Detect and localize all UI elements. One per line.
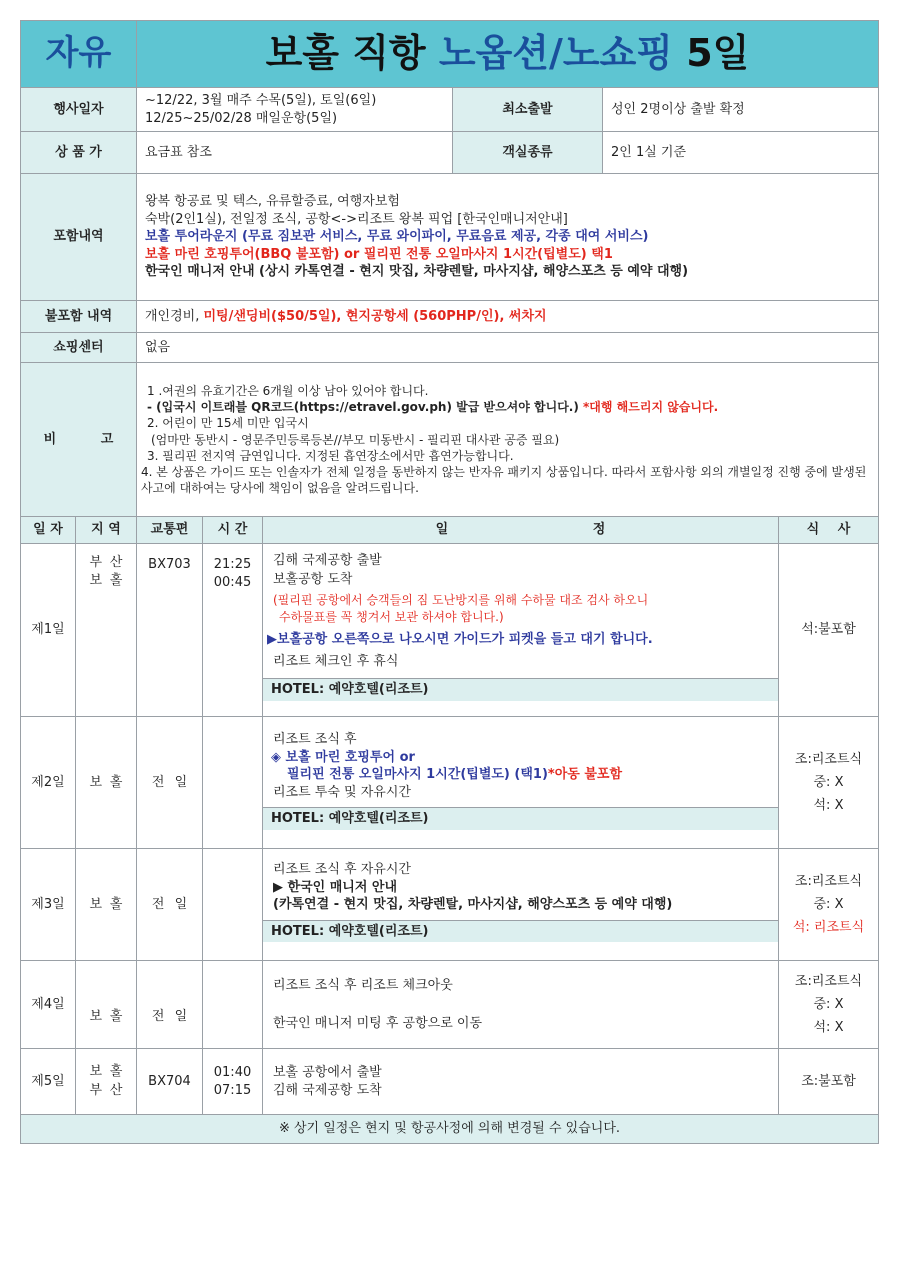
included-value: 왕복 항공료 및 텍스, 유류할증료, 여행자보험 숙박(2인1실), 전일정 조식, 공항<->리조트 왕복 픽업 [한국인매니저안내] 보홀 투어라운지 (무료 짐보관 서비스, 무료 와이파이, 무료음료 제공, 각종 대여 서비스) 보홀 마린 호핑투어(BBQ 불포함) or 필리핀 전통 오일마사지 1시간(팁별도) 택1 한국인 매니저 안내 (상시 카톡연결 - 현지 맛집, 차량렌탈, 마사지샵, 해양스포츠 등 예약 대행)	[137, 174, 879, 301]
region: 보홀 부산	[76, 1049, 137, 1115]
min-departure-label: 최소출발	[453, 88, 603, 132]
time	[203, 961, 263, 1049]
transport: 전 일	[137, 717, 203, 849]
header-meals: 식 사	[779, 517, 879, 544]
schedule-row-day1	[21, 544, 879, 717]
itinerary: 보홀 공항에서 출발 김해 국제공항 도착	[263, 1049, 779, 1115]
min-departure-value: 성인 2명이상 출발 확정	[603, 88, 879, 132]
header-region: 지 역	[76, 517, 137, 544]
price-label: 상 품 가	[21, 132, 137, 174]
day-label: 제3일	[21, 849, 76, 961]
excluded-value: 개인경비, 미팅/샌딩비($50/5일), 현지공항세 (560PHP/인), 써차지	[137, 301, 879, 333]
footer-note: ※ 상기 일정은 현지 및 항공사정에 의해 변경될 수 있습니다.	[21, 1115, 879, 1144]
footer-note-row	[21, 1115, 879, 1144]
hotel-info: HOTEL: 예약호텔(리조트)	[263, 920, 778, 943]
meals: 조:리조트식 중: X 석: 리조트식	[779, 849, 879, 961]
room-type-value: 2인 1실 기준	[603, 132, 879, 174]
schedule-header	[21, 517, 879, 544]
time: 01:40 07:15	[203, 1049, 263, 1115]
excluded-label: 불포함 내역	[21, 301, 137, 333]
info-table	[20, 20, 879, 517]
meals: 조:리조트식 중: X 석: X	[779, 717, 879, 849]
meals: 석:불포함	[779, 544, 879, 717]
itinerary: 리조트 조식 후 리조트 체크아웃 한국인 매니저 미팅 후 공항으로 이동	[263, 961, 779, 1049]
region: 부산 보홀	[76, 544, 137, 717]
time	[203, 849, 263, 961]
page-title: 보홀 직항 노옵션/노쇼핑 5일	[137, 21, 879, 88]
meals: 조:리조트식 중: X 석: X	[779, 961, 879, 1049]
notes-label: 비 고	[21, 363, 137, 517]
header-itinerary: 일 정	[263, 517, 779, 544]
shopping-label: 쇼핑센터	[21, 333, 137, 363]
region: 보홀	[76, 961, 137, 1049]
transport: BX704	[137, 1049, 203, 1115]
schedule-row-day2	[21, 717, 879, 849]
title-tag: 자유	[21, 21, 137, 88]
shopping-value: 없음	[137, 333, 879, 363]
header-time: 시 간	[203, 517, 263, 544]
schedule-row-day3	[21, 849, 879, 961]
transport: 전 일	[137, 961, 203, 1049]
transport: BX703	[137, 544, 203, 717]
notes-value: 1 .여권의 유효기간은 6개월 이상 남아 있어야 합니다. - (입국시 이트래블 QR코드(https://etravel.gov.ph) 발급 받으셔야 합니다.) *대행 해드리지 않습니다. 2. 어린이 만 15세 미만 입국시 (엄마만 동반시 - 영문주민등록등본//부모 미동반시 - 필리핀 대사관 공증 필요) 3. 필리핀 전지역 금연입니다. 지정된 흡연장소에서만 흡연가능합니다. 4. 본 상품은 가이드 또는 인솔자가 전체 일정을 동반하지 않는 반자유 패키지 상품입니다. 따라서 포함사항 외의 개별일정 진행 중에 발생된 사고에 대하여는 당사에 책임이 없음을 알려드립니다.	[137, 363, 879, 517]
region: 보홀	[76, 717, 137, 849]
header-transport: 교통편	[137, 517, 203, 544]
hotel-info: HOTEL: 예약호텔(리조트)	[263, 678, 778, 701]
day-label: 제4일	[21, 961, 76, 1049]
itinerary: 리조트 조식 후 ◈ 보홀 마린 호핑투어 or 필리핀 전통 오일마사지 1시간(팁별도) (택1)*아동 불포함 리조트 투숙 및 자유시간 HOTEL: 예약호텔(리조트)	[263, 717, 779, 849]
itinerary: 김해 국제공항 출발 보홀공항 도착 (필리핀 공항에서 승객들의 짐 도난방지를 위해 수하물 대조 검사 하오니 수하물표를 꼭 챙겨서 보관 하셔야 합니다.) ▶보홀공항 오른쪽으로 나오시면 가이드가 피켓을 들고 대기 합니다. 리조트 체크인 후 휴식 HOTEL: 예약호텔(리조트)	[263, 544, 779, 717]
region: 보홀	[76, 849, 137, 961]
schedule-row-day4	[21, 961, 879, 1049]
room-type-label: 객실종류	[453, 132, 603, 174]
schedule-table	[20, 516, 879, 1144]
meals: 조:불포함	[779, 1049, 879, 1115]
time	[203, 717, 263, 849]
hotel-info: HOTEL: 예약호텔(리조트)	[263, 807, 778, 830]
day-label: 제5일	[21, 1049, 76, 1115]
time: 21:25 00:45	[203, 544, 263, 717]
price-value: 요금표 참조	[137, 132, 453, 174]
included-label: 포함내역	[21, 174, 137, 301]
transport: 전 일	[137, 849, 203, 961]
dates-value: ~12/22, 3월 매주 수목(5일), 토일(6일) 12/25~25/02/28 매일운항(5일)	[137, 88, 453, 132]
schedule-row-day5	[21, 1049, 879, 1115]
dates-label: 행사일자	[21, 88, 137, 132]
itinerary-document	[20, 20, 878, 1144]
day-label: 제2일	[21, 717, 76, 849]
day-label: 제1일	[21, 544, 76, 717]
itinerary: 리조트 조식 후 자유시간 ▶ 한국인 매니저 안내 (카톡연결 - 현지 맛집, 차량렌탈, 마사지샵, 해양스포츠 등 예약 대행) HOTEL: 예약호텔(리조트)	[263, 849, 779, 961]
header-day: 일 자	[21, 517, 76, 544]
